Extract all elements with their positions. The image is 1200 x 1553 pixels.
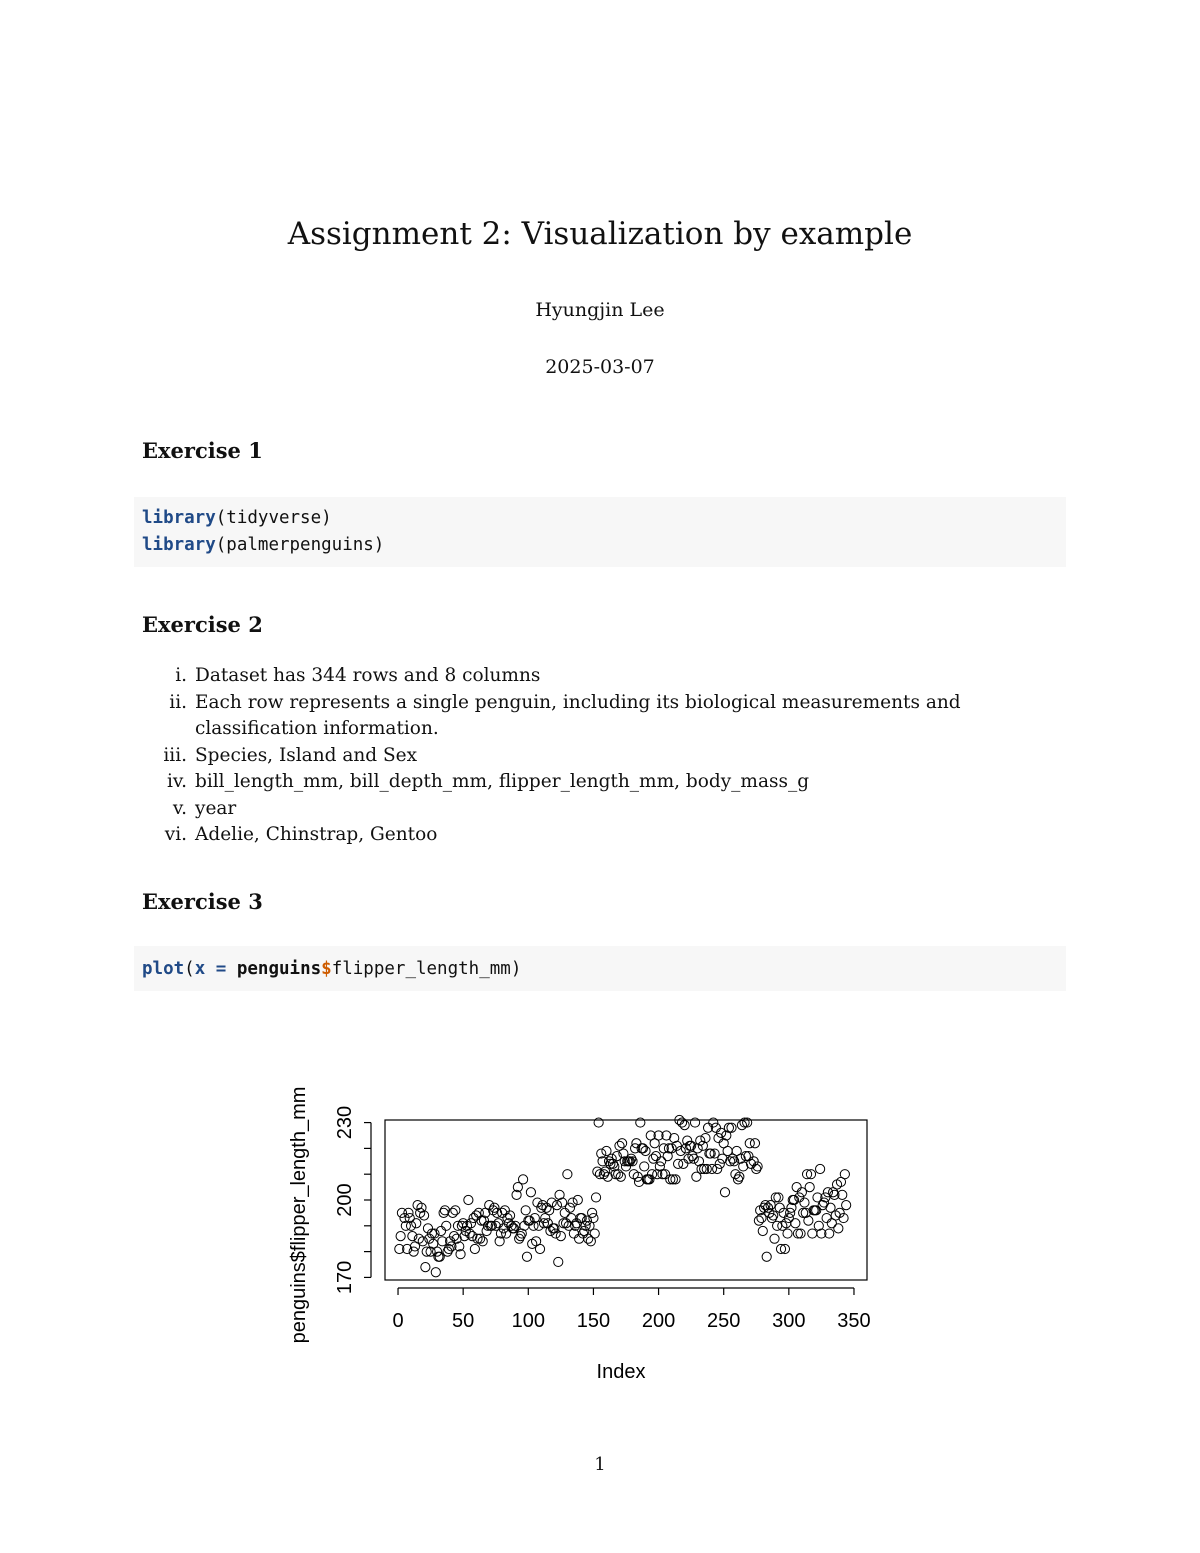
data-point xyxy=(651,1152,660,1161)
data-point xyxy=(745,1139,754,1148)
list-item-text: Species, Island and Sex xyxy=(195,744,418,766)
code-assign: = xyxy=(205,959,237,979)
list-item xyxy=(142,690,1072,743)
code-function: library xyxy=(142,508,216,528)
data-point xyxy=(636,1118,645,1127)
data-point xyxy=(556,1232,565,1241)
data-point xyxy=(412,1219,421,1228)
data-point xyxy=(554,1257,563,1266)
data-point xyxy=(720,1188,729,1197)
list-item-text: bill_length_mm, bill_depth_mm, flipper_length_mm, body_mass_g xyxy=(195,771,810,792)
x-tick-label: 350 xyxy=(837,1310,871,1332)
data-point xyxy=(713,1164,722,1173)
data-point xyxy=(758,1226,767,1235)
data-point xyxy=(770,1234,779,1243)
code-argument: (palmerpenguins) xyxy=(215,535,385,555)
list-item xyxy=(142,822,1072,849)
data-point xyxy=(552,1201,561,1210)
list-item-text: Each row represents a single penguin, including its biological measurements and classification information. xyxy=(195,691,961,739)
data-point xyxy=(840,1170,849,1179)
data-point xyxy=(754,1216,763,1225)
list-item xyxy=(142,743,1072,770)
data-point xyxy=(431,1268,440,1277)
data-point xyxy=(715,1159,724,1168)
data-point xyxy=(696,1136,705,1145)
document-date: 2025-03-07 xyxy=(545,356,655,378)
y-axis-label: penguins$flipper_length_mm xyxy=(288,1086,310,1344)
y-tick-label: 230 xyxy=(334,1105,356,1140)
data-point xyxy=(568,1198,577,1207)
data-point xyxy=(783,1229,792,1238)
data-point xyxy=(679,1159,688,1168)
data-point xyxy=(591,1193,600,1202)
list-item xyxy=(142,769,1072,796)
x-tick-label: 250 xyxy=(707,1310,741,1332)
data-point xyxy=(750,1139,759,1148)
data-point xyxy=(816,1164,825,1173)
data-point xyxy=(442,1221,451,1230)
data-point xyxy=(632,1139,641,1148)
data-point xyxy=(421,1262,430,1271)
data-point xyxy=(822,1213,831,1222)
code-argument-name: x xyxy=(194,959,206,979)
data-point xyxy=(617,1139,626,1148)
data-point xyxy=(470,1244,479,1253)
data-point xyxy=(762,1252,771,1261)
data-point xyxy=(464,1195,473,1204)
list-item-text: Dataset has 344 rows and 8 columns xyxy=(195,665,541,686)
data-point xyxy=(808,1229,817,1238)
exercise-3-code-block xyxy=(134,946,1066,991)
list-item-number: vi. xyxy=(164,824,187,845)
data-point xyxy=(737,1121,746,1130)
code-line xyxy=(142,959,1066,979)
data-point xyxy=(451,1206,460,1215)
exercise-3-heading: Exercise 3 xyxy=(142,889,263,914)
data-point xyxy=(689,1154,698,1163)
data-point xyxy=(680,1121,689,1130)
code-function: plot xyxy=(142,959,185,979)
data-point xyxy=(616,1172,625,1181)
code-field: flipper_length_mm xyxy=(331,959,511,979)
data-point xyxy=(584,1234,593,1243)
y-tick-label: 170 xyxy=(334,1260,356,1295)
x-tick-label: 200 xyxy=(641,1310,676,1332)
exercise-1-heading: Exercise 1 xyxy=(142,438,263,463)
data-point xyxy=(521,1206,530,1215)
list-item xyxy=(142,663,1072,690)
list-item-text: year xyxy=(195,797,237,819)
exercise-2-heading: Exercise 2 xyxy=(142,612,263,637)
list-item xyxy=(142,796,1072,823)
scatter-plot xyxy=(280,1050,900,1400)
code-line xyxy=(142,505,1066,532)
data-point xyxy=(551,1229,560,1238)
data-point xyxy=(563,1170,572,1179)
data-point xyxy=(709,1118,718,1127)
data-point xyxy=(526,1188,535,1197)
data-point xyxy=(534,1221,543,1230)
code-line xyxy=(142,532,1066,559)
data-point xyxy=(535,1244,544,1253)
data-point xyxy=(674,1159,683,1168)
data-point xyxy=(800,1198,809,1207)
page-number: 1 xyxy=(594,1454,606,1475)
x-tick-label: 50 xyxy=(452,1310,475,1332)
code-function: library xyxy=(142,535,216,555)
code-object: penguins xyxy=(236,959,322,979)
data-point xyxy=(677,1118,686,1127)
data-point xyxy=(565,1203,574,1212)
data-point xyxy=(594,1118,603,1127)
code-paren: ) xyxy=(510,959,522,979)
data-point xyxy=(448,1208,457,1217)
exercise-2-answer-list xyxy=(142,663,1072,849)
author-name: Hyungjin Lee xyxy=(535,299,665,321)
data-point xyxy=(842,1201,851,1210)
data-point xyxy=(690,1118,699,1127)
data-point xyxy=(791,1219,800,1228)
x-tick-label: 300 xyxy=(772,1310,806,1332)
x-tick-label: 150 xyxy=(576,1310,611,1332)
data-point xyxy=(573,1195,582,1204)
list-item-number: i. xyxy=(175,665,187,686)
data-point xyxy=(834,1224,843,1233)
data-point xyxy=(590,1229,599,1238)
data-point xyxy=(805,1182,814,1191)
data-point xyxy=(478,1237,487,1246)
document-title: Assignment 2: Visualization by example xyxy=(287,216,913,252)
data-point xyxy=(547,1198,556,1207)
list-item-number: v. xyxy=(172,797,187,819)
data-point xyxy=(773,1221,782,1230)
x-tick-label: 0 xyxy=(392,1310,404,1332)
data-point xyxy=(640,1162,649,1171)
exercise-1-code-block xyxy=(134,497,1066,567)
list-item-text: Adelie, Chinstrap, Gentoo xyxy=(195,824,438,845)
list-item-number: iii. xyxy=(163,744,187,766)
data-point xyxy=(396,1232,405,1241)
list-item-number: iv. xyxy=(166,771,187,792)
x-axis-label: Index xyxy=(596,1361,646,1383)
data-point xyxy=(522,1252,531,1261)
plot-frame xyxy=(385,1120,867,1280)
code-argument: (tidyverse) xyxy=(215,508,332,528)
data-point xyxy=(657,1157,666,1166)
code-paren: ( xyxy=(184,959,195,979)
data-point xyxy=(701,1133,710,1142)
y-tick-label: 200 xyxy=(334,1183,356,1217)
x-tick-label: 100 xyxy=(511,1310,545,1332)
data-point xyxy=(560,1208,569,1217)
list-item-number: ii. xyxy=(169,691,187,713)
data-point xyxy=(518,1175,527,1184)
data-point xyxy=(792,1182,801,1191)
code-dollar-operator: $ xyxy=(321,959,332,979)
data-point xyxy=(804,1216,813,1225)
